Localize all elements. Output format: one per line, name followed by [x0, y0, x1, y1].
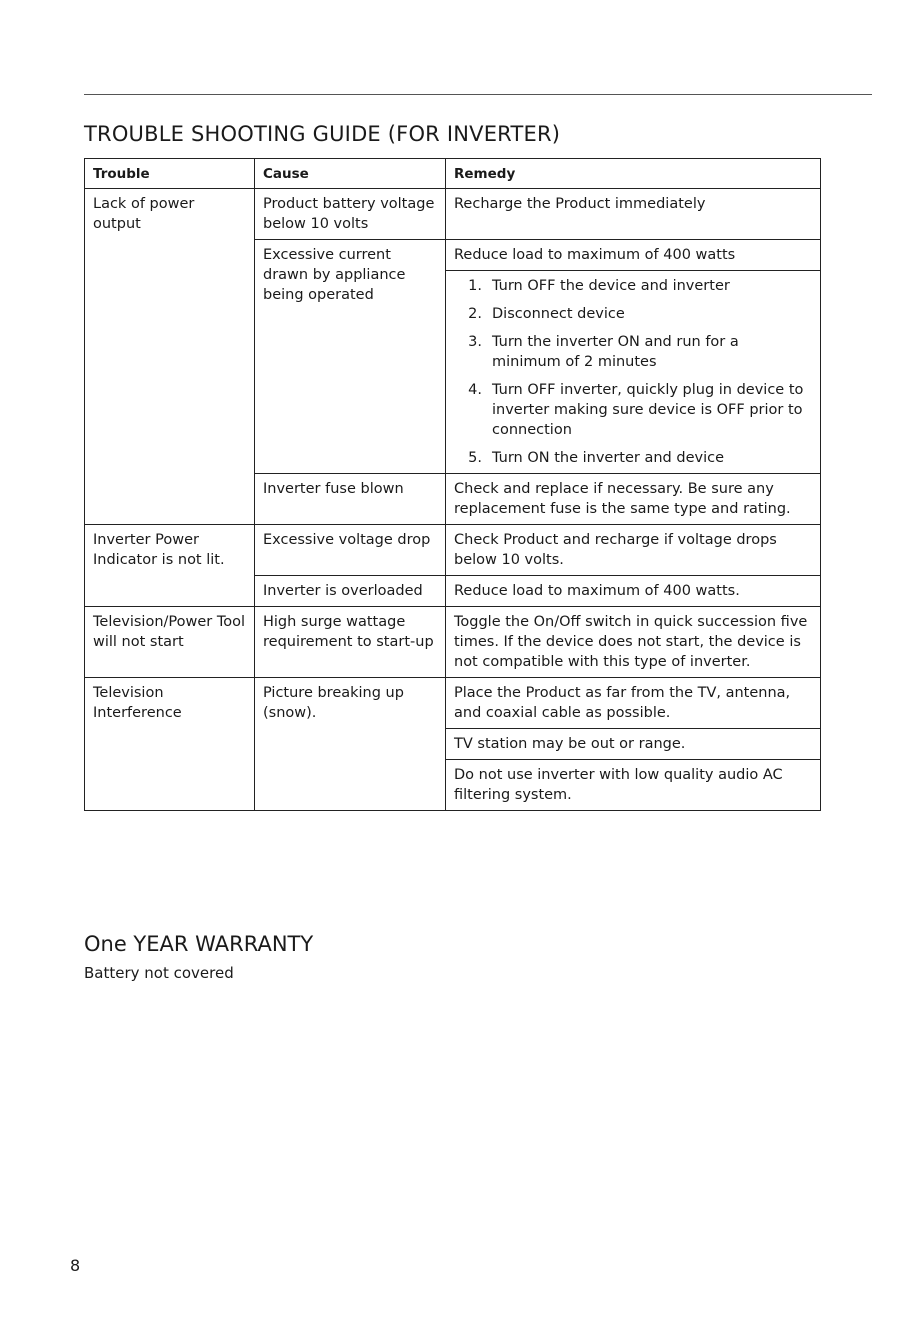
step-number: 2.: [468, 306, 482, 322]
list-item: [454, 332, 812, 372]
table-row: [85, 607, 821, 678]
step-number: 1.: [468, 278, 482, 294]
trouble-cell: Television Interference: [85, 678, 255, 811]
list-item: [454, 380, 812, 440]
cause-cell: Excessive current drawn by appliance being operated: [255, 240, 446, 474]
list-item: [454, 304, 812, 324]
remedy-cell: TV station may be out or range.: [446, 729, 821, 760]
remedy-cell: Place the Product as far from the TV, antenna, and coaxial cable as possible.: [446, 678, 821, 729]
cause-cell: Inverter fuse blown: [255, 474, 446, 525]
list-item: [454, 448, 812, 468]
cause-cell: Picture breaking up (snow).: [255, 678, 446, 811]
step-number: 4.: [468, 382, 482, 398]
cause-cell: Inverter is overloaded: [255, 576, 446, 607]
trouble-cell: Television/Power Tool will not start: [85, 607, 255, 678]
table-row: [85, 525, 821, 576]
column-header-remedy: Remedy: [446, 159, 821, 189]
remedy-cell: Check Product and recharge if voltage drops below 10 volts.: [446, 525, 821, 576]
trouble-cell: Lack of power output: [85, 189, 255, 525]
remedy-cell: Do not use inverter with low quality audio AC filtering system.: [446, 760, 821, 811]
step-text: Turn ON the inverter and device: [492, 450, 724, 466]
step-text: Turn the inverter ON and run for a minimum of 2 minutes: [492, 334, 739, 370]
cause-cell: Excessive voltage drop: [255, 525, 446, 576]
warranty-heading: One YEAR WARRANTY: [84, 932, 314, 956]
column-header-trouble: Trouble: [85, 159, 255, 189]
remedy-cell: Toggle the On/Off switch in quick succession five times. If the device does not start, the device is not compatible with this type of inverter.: [446, 607, 821, 678]
remedy-steps-list: [454, 276, 812, 468]
remedy-cell: Check and replace if necessary. Be sure any replacement fuse is the same type and rating.: [446, 474, 821, 525]
column-header-cause: Cause: [255, 159, 446, 189]
remedy-cell: Reduce load to maximum of 400 watts.: [446, 576, 821, 607]
remedy-cell: Recharge the Product immediately: [446, 189, 821, 240]
step-text: Turn OFF the device and inverter: [492, 278, 730, 294]
page-number: 8: [70, 1256, 81, 1275]
list-item: [454, 276, 812, 296]
warranty-note: Battery not covered: [84, 964, 234, 982]
step-text: Turn OFF inverter, quickly plug in device to inverter making sure device is OFF prior to connection: [492, 382, 804, 438]
remedy-cell: Reduce load to maximum of 400 watts: [446, 240, 821, 271]
remedy-steps-cell: [446, 271, 821, 474]
cause-cell: High surge wattage requirement to start-up: [255, 607, 446, 678]
table-row: [85, 189, 821, 240]
page-title: TROUBLE SHOOTING GUIDE (FOR INVERTER): [84, 122, 561, 146]
cause-cell: Product battery voltage below 10 volts: [255, 189, 446, 240]
step-text: Disconnect device: [492, 306, 625, 322]
troubleshooting-table: [84, 158, 821, 811]
step-number: 3.: [468, 334, 482, 350]
header-rule: [84, 94, 872, 95]
step-number: 5.: [468, 450, 482, 466]
table-row: [85, 678, 821, 729]
trouble-cell: Inverter Power Indicator is not lit.: [85, 525, 255, 607]
table-header-row: [85, 159, 821, 189]
